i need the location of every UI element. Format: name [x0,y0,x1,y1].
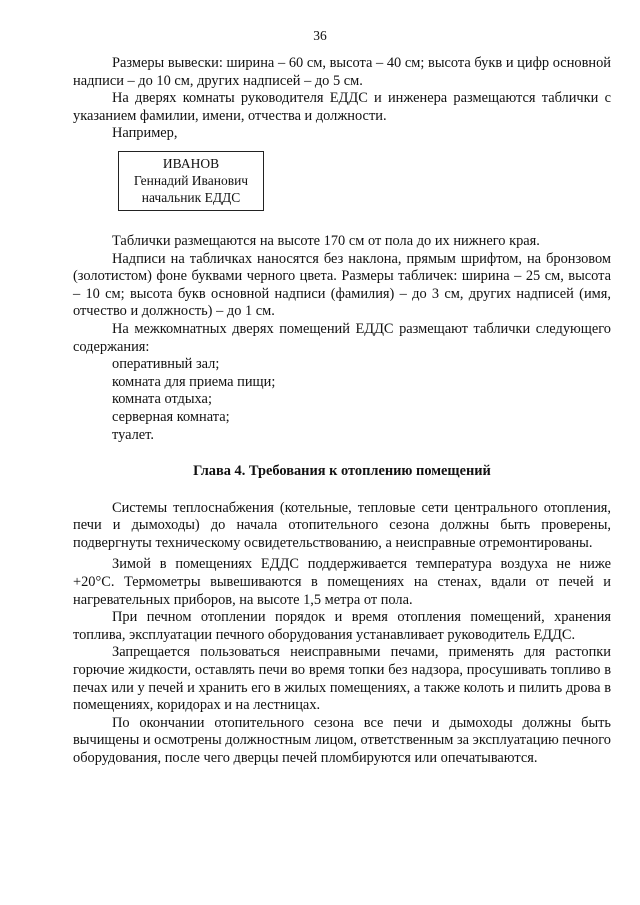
document-body [73,55,611,768]
paragraph-end-of-season: По окончании отопительного сезона все печи и дымоходы должны быть вычищены и осмотрены должностным лицом, ответственным за эксплуатацию печного оборудования, после чего дверцы печей пломбируются или опечатываются. [73,714,611,766]
paragraph-door-plates: На дверях комнаты руководителя ЕДДС и инженера размещаются таблички с указанием фамилии, имени, отчества и должности. [73,90,611,124]
door-plate-name: Геннадий Иванович [133,172,249,188]
list-item: комната отдыха; [112,391,212,408]
paragraph-interroom-plates: На межкомнатных дверях помещений ЕДДС размещают таблички следующего содержания: [73,320,611,355]
chapter-title: Глава 4. Требования к отоплению помещений [193,463,491,480]
room-list [73,356,611,444]
door-plate-example [118,151,264,211]
paragraph-prohibitions: Запрещается пользоваться неисправными печами, применять для растопки горючие жидкости, оставлять печи во время топки без надзора, просушивать топливо в печах или у печей и хранить его в жилых помещениях, а также колоть и пилить дрова в помещениях, коридорах и на лестницах. [73,644,611,714]
paragraph-stove-heating: При печном отоплении порядок и время отопления помещений, хранения топлива, эксплуатации печного оборудования устанавливает руководитель ЕДДС. [73,609,611,643]
list-item: серверная комната; [112,408,230,425]
paragraph-heating-systems: Системы теплоснабжения (котельные, тепловые сети центрального отопления, печи и дымоходы) до начала отопительного сезона должны быть проверены, подвергнуты техническому освидетельствованию, а неисправные отремонтированы. [73,499,611,551]
paragraph-example-label: Например, [112,125,178,142]
paragraph-plate-height: Таблички размещаются на высоте 170 см от пола до их нижнего края. [112,232,540,249]
page-number: 36 [313,28,327,43]
paragraph-sign-dimensions: Размеры вывески: ширина – 60 см, высота – 40 см; высота букв и цифр основной надписи – до 10 см, других надписей – до 5 см. [73,55,611,89]
paragraph-winter-temperature: Зимой в помещениях ЕДДС поддерживается температура воздуха не ниже +20°С. Термометры вывешиваются в помещениях на стенах, вдали от печей и нагревательных приборов, на высоте 1,5 метра от пола. [73,556,611,608]
door-plate-surname: ИВАНОВ [162,155,220,171]
door-plate-position: начальник ЕДДС [141,189,241,205]
paragraph-plate-lettering: Надписи на табличках наносятся без наклона, прямым шрифтом, на бронзовом (золотистом) фоне буквами черного цвета. Размеры табличек: ширина – 25 см, высота – 10 см; высота букв основной надписи (фамилия) – до 3 см, других надписей (имя, отчество и должность) – до 1 см. [73,250,611,320]
list-item: туалет. [112,426,154,443]
list-item: оперативный зал; [112,356,220,373]
list-item: комната для приема пищи; [112,373,276,390]
